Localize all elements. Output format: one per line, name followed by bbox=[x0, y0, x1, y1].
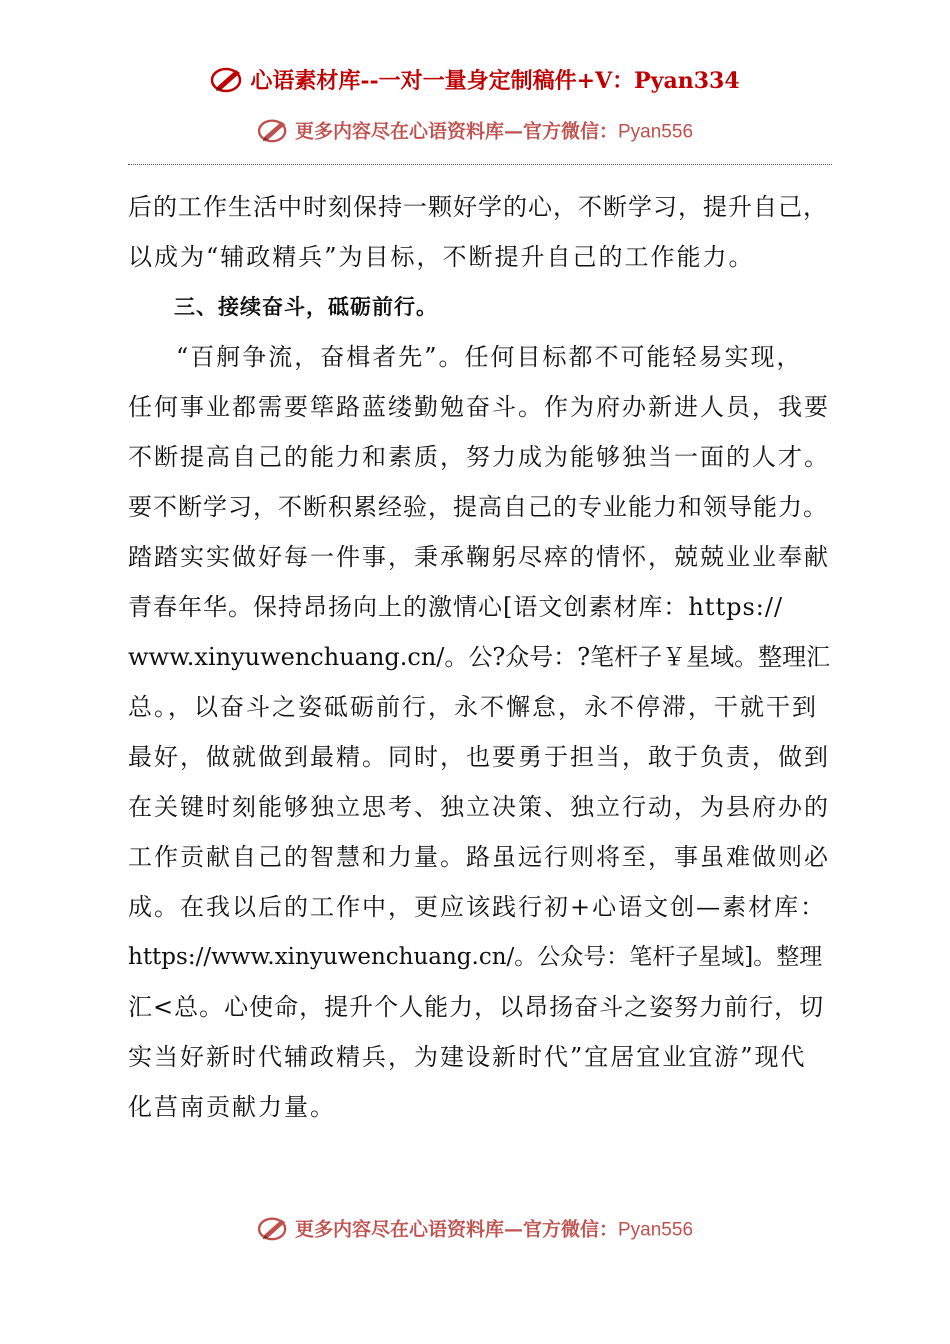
body-line: 工作贡献自己的智慧和力量。路虽远行则将至，事虽难做则必 bbox=[128, 843, 830, 871]
header-subline bbox=[0, 116, 950, 149]
body-line: 要不断学习，不断积累经验，提高自己的专业能力和领导能力。 bbox=[128, 493, 828, 521]
body-line: 以成为“辅政精兵”为目标，不断提升自己的工作能力。 bbox=[128, 243, 755, 271]
header-wechat-id: Pyan556 bbox=[618, 121, 694, 143]
section-heading: 三、接续奋斗，砥砺前行。 bbox=[174, 295, 438, 319]
body-line: www.xinyuwenchuang.cn/。公?众号：?笔杆子￥星域。整理汇 bbox=[128, 643, 831, 671]
footer-banner bbox=[0, 1214, 950, 1247]
body-line: 后的工作生活中时刻保持一颗好学的心，不断学习，提升自己， bbox=[128, 193, 828, 221]
pen-logo-icon bbox=[210, 64, 246, 100]
body-line: 任何事业都需要筚路蓝缕勤勉奋斗。作为府办新进人员，我要 bbox=[128, 393, 830, 421]
body-line: 在关键时刻能够独立思考、独立决策、独立行动，为县府办的 bbox=[128, 793, 830, 821]
pen-logo-icon bbox=[257, 1214, 291, 1247]
pen-logo-icon bbox=[257, 116, 291, 149]
body-line: 最好，做就做到最精。同时，也要勇于担当，敢于负责，做到 bbox=[128, 743, 830, 771]
body-line: https://www.xinyuwenchuang.cn/。公众号：笔杆子星域]。整理 bbox=[128, 944, 823, 970]
header-slogan: --一对一量身定制稿件+V：Pyan334 bbox=[360, 68, 740, 94]
document-body bbox=[128, 184, 832, 1134]
body-line: 青春年华。保持昂扬向上的激情心[语文创素材库：https:// bbox=[128, 593, 784, 621]
footer-text: 更多内容尽在心语资料库—官方微信： bbox=[294, 1218, 618, 1241]
header-divider bbox=[128, 164, 832, 165]
body-line: 化莒南贡献力量。 bbox=[128, 1093, 336, 1121]
body-line: 总。，以奋斗之姿砥砺前行，永不懈怠，永不停滞，干就干到 bbox=[128, 693, 818, 721]
body-line: 成。在我以后的工作中，更应该践行初+心语文创—素材库： bbox=[128, 893, 827, 921]
header-sub-text: 更多内容尽在心语资料库—官方微信： bbox=[294, 120, 618, 143]
site-name: 心语素材库 bbox=[250, 68, 361, 94]
body-line: 实当好新时代辅政精兵，为建设新时代”宜居宜业宜游”现代 bbox=[128, 1043, 807, 1071]
body-line: 踏踏实实做好每一件事，秉承鞠躬尽瘁的情怀，兢兢业业奉献 bbox=[128, 543, 830, 571]
body-line: 汇<总。心使命，提升个人能力，以昂扬奋斗之姿努力前行，切 bbox=[128, 993, 825, 1021]
body-line: “百舸争流，奋楫者先”。任何目标都不可能轻易实现， bbox=[176, 343, 803, 371]
body-line: 不断提高自己的能力和素质，努力成为能够独当一面的人才。 bbox=[128, 443, 830, 471]
footer-wechat-id: Pyan556 bbox=[618, 1219, 694, 1241]
header-banner bbox=[0, 64, 950, 100]
